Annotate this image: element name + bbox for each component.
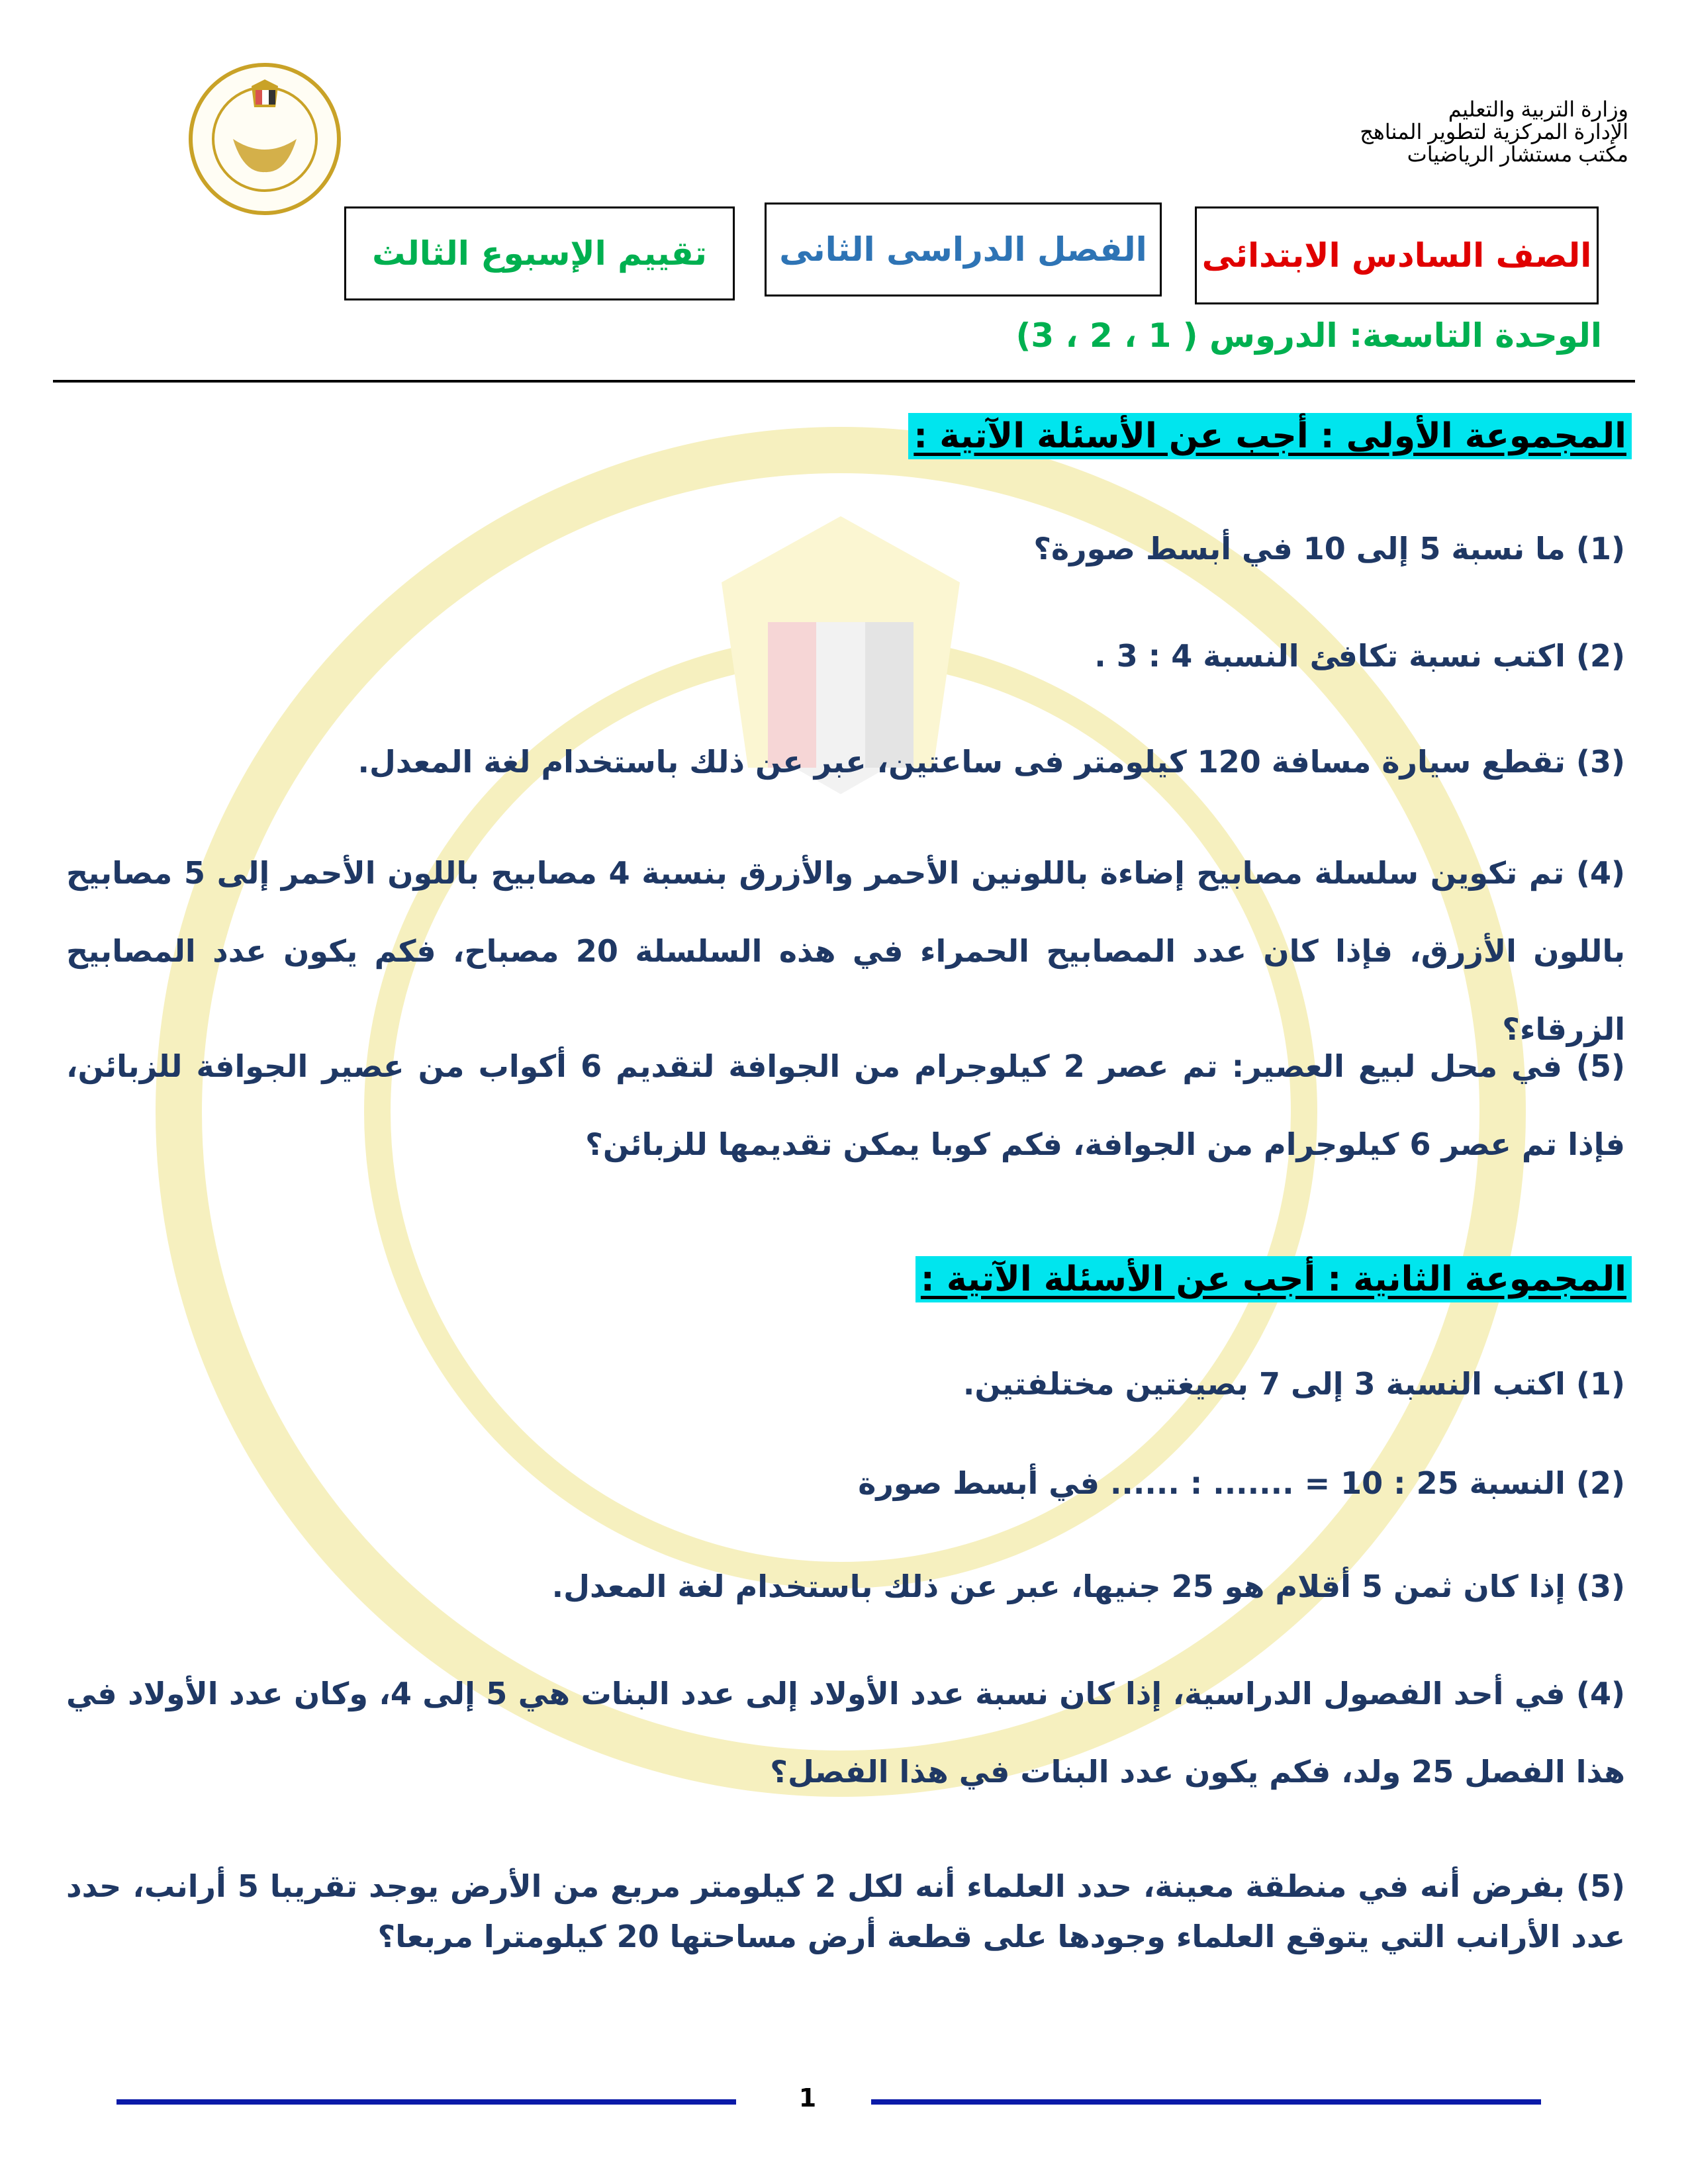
ministry-header — [1033, 98, 1628, 165]
footer-line-right — [871, 2099, 1541, 2105]
group2-question-5: (5) بفرض أنه في منطقة معينة، حدد العلماء أنه لكل 2 كيلومتر مربع من الأرض يوجد تقريبا 5 أرانب، حدد عدد الأرانب التي يتوقع العلماء وجودها على قطعة أرض مساحتها 20 كيلومترا مربعا؟ — [66, 1868, 1625, 1954]
assessment-box: تقييم الإسبوع الثالث — [344, 206, 735, 300]
page-number: 1 — [798, 2083, 817, 2113]
group1-title: المجموعة الأولى : أجب عن الأسئلة الآتية : — [908, 413, 1632, 459]
group2-question-3: (3) إذا كان ثمن 5 أقلام هو 25 جنيها، عبر عن ذلك باستخدام لغة المعدل. — [551, 1569, 1625, 1604]
group1-question-2: (2) اكتب نسبة تكافئ النسبة 4 : 3 . — [1094, 638, 1625, 674]
group1-question-3: (3) تقطع سيارة مسافة 120 كيلومتر فى ساعتين، عبر عن ذلك باستخدام لغة المعدل. — [357, 744, 1625, 780]
ministry-line: وزارة التربية والتعليم — [1448, 97, 1628, 121]
group2-question-4: (4) في أحد الفصول الدراسية، إذا كان نسبة عدد الأولاد إلى عدد البنات هي 5 إلى 4، وكان عدد الأولاد في هذا الفصل 25 ولد، فكم يكون عدد البنات في هذا الفصل؟ — [66, 1676, 1625, 1790]
footer-line-left — [117, 2099, 736, 2105]
group1-question-5: (5) في محل لبيع العصير: تم عصر 2 كيلوجرام من الجوافة لتقديم 6 أكواب من عصير الجوافة للزبائن، فإذا تم عصر 6 كيلوجرام من الجوافة، فكم كوبا يمكن تقديمها للزبائن؟ — [66, 1048, 1626, 1162]
grade-box: الصف السادس الابتدائى — [1195, 206, 1599, 304]
group2-title: المجموعة الثانية : أجب عن الأسئلة الآتية : — [915, 1256, 1632, 1302]
group2-question-1: (1) اكتب النسبة 3 إلى 7 بصيغتين مختلفتين. — [962, 1366, 1625, 1402]
header-divider — [53, 380, 1635, 383]
term-box: الفصل الدراسى الثانى — [765, 203, 1162, 296]
ministry-seal-icon — [187, 61, 343, 217]
group2-question-2: (2) النسبة 25 : 10 = ....... : ...... في أبسط صورة — [858, 1465, 1625, 1501]
unit-title: الوحدة التاسعة: الدروس ( 1 ، 2 ، 3) — [1015, 316, 1602, 355]
ministry-line: مكتب مستشار الرياضيات — [1407, 142, 1628, 166]
group1-question-1: (1) ما نسبة 5 إلى 10 في أبسط صورة؟ — [1033, 531, 1625, 567]
ministry-line: الإدارة المركزية لتطوير المناهج — [1360, 120, 1628, 144]
group1-question-4: (4) تم تكوين سلسلة مصابيح إضاءة باللونين الأحمر والأزرق بنسبة 4 مصابيح باللون الأحمر إلى 5 مصابيح باللون الأزرق، فإذا كان عدد المصابيح الحمراء في هذه السلسلة 20 مصباح، فكم يكون عدد المصابيح الزرقاء؟ — [66, 855, 1625, 1047]
